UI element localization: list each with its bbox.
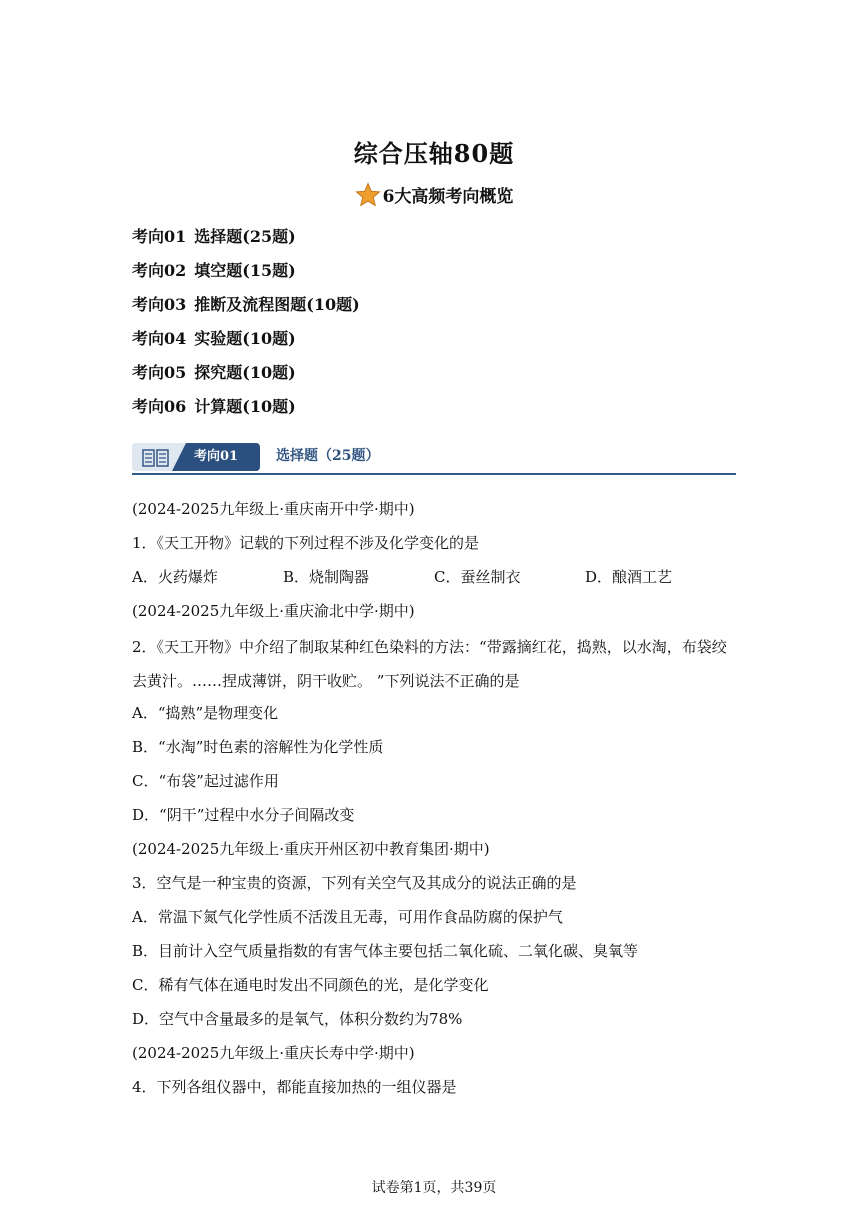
option-a[interactable]: A．“捣熟”是物理变化 xyxy=(132,704,279,722)
toc-item[interactable] xyxy=(132,258,360,292)
page-title: 综合压轴80题 xyxy=(353,139,515,168)
book-icon xyxy=(142,449,170,467)
star-icon xyxy=(355,182,381,208)
option-row xyxy=(132,562,736,596)
option-c[interactable]: C．蚕丝制衣 xyxy=(434,568,521,586)
question-stem: 3．空气是一种宝贵的资源，下列有关空气及其成分的说法正确的是 xyxy=(132,874,577,892)
toc-label: 推断及流程图题(10题) xyxy=(194,295,360,314)
toc-item[interactable] xyxy=(132,360,360,394)
option-a[interactable]: A．火药爆炸 xyxy=(132,568,218,586)
question-source: (2024-2025九年级上·重庆渝北中学·期中) xyxy=(132,602,415,620)
toc-code: 考向03 xyxy=(132,295,187,314)
toc-label: 计算题(10题) xyxy=(194,397,296,416)
option-c[interactable]: C．稀有气体在通电时发出不同颜色的光，是化学变化 xyxy=(132,976,489,994)
toc-code: 考向04 xyxy=(132,329,187,348)
section-header xyxy=(132,441,736,477)
question-stem: 4．下列各组仪器中，都能直接加热的一组仪器是 xyxy=(132,1078,457,1096)
toc-item[interactable] xyxy=(132,224,360,258)
page-footer: 试卷第1页，共39页 xyxy=(371,1180,497,1196)
toc-code: 考向01 xyxy=(132,227,187,246)
option-d[interactable]: D．酿酒工艺 xyxy=(585,568,673,586)
toc-code: 考向06 xyxy=(132,397,187,416)
toc-label: 探究题(10题) xyxy=(194,363,296,382)
toc-item[interactable] xyxy=(132,326,360,360)
subtitle-text: 6大高频考向概览 xyxy=(382,187,514,207)
page-subtitle xyxy=(0,182,868,208)
option-b[interactable]: B．目前计入空气质量指数的有害气体主要包括二氧化硫、二氧化碳、臭氧等 xyxy=(132,942,639,960)
option-d[interactable]: D．“阴干”过程中水分子间隔改变 xyxy=(132,806,355,824)
question-source: (2024-2025九年级上·重庆开州区初中教育集团·期中) xyxy=(132,840,490,858)
toc-label: 选择题(25题) xyxy=(194,227,296,246)
section-tab-label: 考向01 xyxy=(194,449,239,464)
toc-label: 填空题(15题) xyxy=(194,261,296,280)
question-source: (2024-2025九年级上·重庆南开中学·期中) xyxy=(132,500,415,518)
toc-label: 实验题(10题) xyxy=(194,329,296,348)
option-a[interactable]: A．常温下氮气化学性质不活泼且无毒，可用作食品防腐的保护气 xyxy=(132,908,563,926)
option-d[interactable]: D．空气中含量最多的是氧气，体积分数约为78% xyxy=(132,1010,463,1028)
option-b[interactable]: B．烧制陶器 xyxy=(283,568,370,586)
question-list xyxy=(132,494,736,1106)
toc-item[interactable] xyxy=(132,394,360,428)
section-title: 选择题（25题） xyxy=(276,448,380,464)
toc-code: 考向02 xyxy=(132,261,187,280)
toc-code: 考向05 xyxy=(132,363,187,382)
question-stem: 1．《天工开物》记载的下列过程不涉及化学变化的是 xyxy=(132,534,480,552)
option-c[interactable]: C．“布袋”起过滤作用 xyxy=(132,772,279,790)
toc-item[interactable] xyxy=(132,292,360,326)
option-b[interactable]: B．“水淘”时色素的溶解性为化学性质 xyxy=(132,738,384,756)
toc-list xyxy=(132,224,360,428)
question-stem: 2．《天工开物》中介绍了制取某种红色染料的方法：“带露摘红花，捣熟，以水淘，布袋绞去黄汁。……捏成薄饼，阴干收贮。 ”下列说法不正确的是 xyxy=(132,638,727,690)
question-source: (2024-2025九年级上·重庆长寿中学·期中) xyxy=(132,1044,415,1062)
section-divider xyxy=(132,473,736,475)
